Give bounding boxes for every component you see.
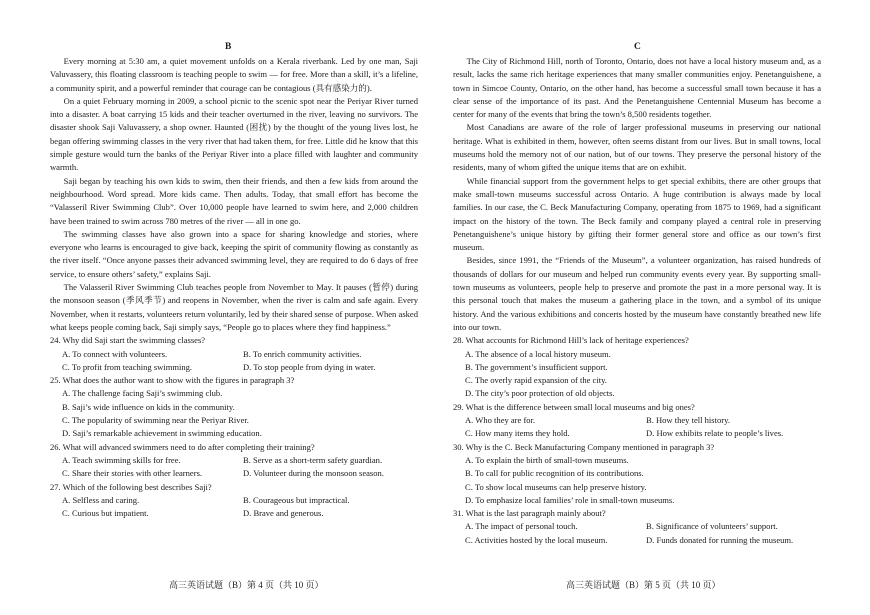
option-d[interactable]: D. To emphasize local families’ role in small-town museums. — [465, 494, 675, 505]
section-heading-b: B — [225, 42, 232, 52]
passage-paragraph: Most Canadians are aware of the role of larger professional museums in preserving our national heritage. What is exhibited in them, however, often seems distant from our lives. But in small towns, local museums hold the memory not of our nation, but of our towns. They preserve the personal history of the residents, many of whom gifted the unique items that are on exhibit. — [453, 122, 821, 173]
passage-paragraph: Besides, since 1991, the “Friends of the Museum”, a volunteer organization, has raised hundreds of thousands of dollars for our museum and helped run community events every year. By supporting small-town museums as volunteers, people help to preserve and promote the past in a more personal way. It is this personal touch that makes the museum a gathering place in the town, and a symbol of its unique history. And the various exhibitions and concerts hosted by the museum have constantly breathed new life into our town. — [453, 255, 821, 332]
question-stem: 24. Why did Saji start the swimming classes? — [50, 335, 206, 346]
option-b[interactable]: B. To call for public recognition of its contributions. — [465, 468, 644, 479]
option-b[interactable]: B. How they tell history. — [646, 415, 730, 426]
option-c[interactable]: C. How many items they hold. — [465, 428, 570, 439]
option-b[interactable]: B. Significance of volunteers’ support. — [646, 521, 778, 532]
option-a[interactable]: A. To explain the birth of small-town museums. — [465, 454, 629, 465]
option-c[interactable]: C. The overly rapid expansion of the city. — [465, 375, 607, 386]
option-b[interactable]: B. Courageous but impractical. — [243, 494, 350, 505]
option-d[interactable]: D. How exhibits relate to people’s lives. — [646, 428, 784, 439]
option-d[interactable]: D. Saji’s remarkable achievement in swimming education. — [62, 428, 262, 439]
option-d[interactable]: D. Brave and generous. — [243, 508, 324, 519]
passage-paragraph: The Valasseril River Swimming Club teaches people from November to May. It pauses (暂停) during the monsoon season (季风季节) and reopens in November, when the river is calm and safe again. Every November, when it restarts, volunteers return voluntarily, led by their shared sense of purpose. When asked what keeps people coming back, Saji simply says, “People go to places where they find happiness.” — [50, 282, 418, 332]
option-b[interactable]: B. Saji’s wide influence on kids in the community. — [62, 401, 235, 412]
passage-paragraph: While financial support from the government helps to get special exhibits, there are other groups that make small-town museums successful across Ontario. A huge contribution is always made by local families. In our case, the C. Beck Manufacturing Company, operating from 1875 to 1969, had a significant impact on the history of the town. The Beck family and company played a central role in preserving Penetanguishene’s unique history by gifting their former general store and office as our town’s first museum. — [453, 175, 821, 253]
option-d[interactable]: D. The city’s poor protection of old objects. — [465, 388, 615, 399]
option-a[interactable]: A. The challenge facing Saji’s swimming club. — [62, 388, 223, 399]
option-d[interactable]: D. Volunteer during the monsoon season. — [243, 468, 384, 479]
question-24 — [50, 334, 418, 374]
question-stem: 27. Which of the following best describes Saji? — [50, 481, 212, 492]
passage-paragraph: The swimming classes have also grown into a space for sharing knowledge and stories, where everyone who learns is encouraged to give back, keeping the spirit of community flowing as constantly as the river itself. “Once anyone passes their advanced swimming level, they are required to do 6 days of free service, to ensure others’ safety,” explains Saji. — [50, 228, 418, 279]
option-c[interactable]: C. Activities hosted by the local museum. — [465, 534, 608, 545]
option-c[interactable]: C. Curious but impatient. — [62, 508, 149, 519]
page-footer-right: 高三英语试题（B）第 5 页（共 10 页） — [566, 580, 721, 590]
option-a[interactable]: A. Selfless and caring. — [62, 494, 140, 505]
option-d[interactable]: D. Funds donated for running the museum. — [646, 534, 794, 545]
option-c[interactable]: C. The popularity of swimming near the Periyar River. — [62, 415, 249, 426]
question-stem: 28. What accounts for Richmond Hill’s lack of heritage experiences? — [453, 335, 689, 346]
question-28 — [453, 334, 821, 400]
right-column — [453, 42, 821, 547]
option-b[interactable]: B. The government’s insufficient support. — [465, 361, 608, 372]
option-a[interactable]: A. The absence of a local history museum. — [465, 348, 611, 359]
question-stem: 29. What is the difference between small local museums and big ones? — [453, 401, 695, 412]
option-a[interactable]: A. Who they are for. — [465, 415, 536, 426]
option-c[interactable]: C. Share their stories with other learners. — [62, 468, 203, 479]
option-b[interactable]: B. To enrich community activities. — [243, 348, 362, 359]
option-c[interactable]: C. To show local museums can help preserve history. — [465, 481, 647, 492]
passage-paragraph: Every morning at 5:30 am, a quiet movement unfolds on a Kerala riverbank. Led by one man, Saji Valuvassery, this floating classroom is teaching people to swim — for free. More than a skill, it’s a lifeline, a community spirit, and a powerful reminder that courage can be contagious (具有感染力的). — [50, 56, 418, 93]
question-25 — [50, 374, 418, 440]
option-b[interactable]: B. Serve as a short-term safety guardian. — [243, 454, 383, 465]
question-26 — [50, 441, 418, 481]
section-heading-c: C — [634, 42, 641, 52]
page-footer-left: 高三英语试题（B）第 4 页（共 10 页） — [169, 580, 324, 590]
question-stem: 30. Why is the C. Beck Manufacturing Company mentioned in paragraph 3? — [453, 441, 715, 452]
question-27 — [50, 481, 418, 521]
option-d[interactable]: D. To stop people from dying in water. — [243, 361, 376, 372]
question-30 — [453, 441, 821, 507]
question-31 — [453, 507, 821, 547]
question-stem: 26. What will advanced swimmers need to do after completing their training? — [50, 441, 315, 452]
left-column — [50, 42, 418, 520]
question-stem: 31. What is the last paragraph mainly about? — [453, 508, 606, 519]
option-c[interactable]: C. To profit from teaching swimming. — [62, 361, 193, 372]
passage-paragraph: The City of Richmond Hill, north of Toronto, Ontario, does not have a local history museum and, as a result, lacks the same rich heritage experiences that many smaller communities enjoy. Penetanguishene, a town in Simcoe County, Ontario, on the other hand, has become a successful small town because it has a clear sense of the importance of its past. And the Penetanguishene Centennial Museum has become a center for many of the events that bring the town’s 8,500 residents together. — [453, 56, 821, 120]
passage-paragraph: Saji began by teaching his own kids to swim, then their friends, and then a few kids from around the neighbourhood. Word spread. More kids came. Then adults. Today, that small effort has become the “Valasseril River Swimming Club”. Over 10,000 people have learned to swim here, and 2,000 children have been trained to swim across 780 metres of the river — all in one go. — [50, 175, 418, 226]
question-stem: 25. What does the author want to show with the figures in paragraph 3? — [50, 375, 295, 386]
passage-paragraph: On a quiet February morning in 2009, a school picnic to the scenic spot near the Periyar River turned into a disaster. A boat carrying 15 kids and their teacher overturned in the river, leaving no survivors. The disaster shook Saji Valuvassery, a shop owner. Haunted (困扰) by the thought of the young lives lost, he began offering swimming classes in the very river that had taken them, for free. Little did he know that this simple gesture would turn the banks of the Periyar River into a place filled with laughter and community warmth. — [50, 95, 418, 173]
option-a[interactable]: A. The impact of personal touch. — [465, 521, 578, 532]
option-a[interactable]: A. Teach swimming skills for free. — [62, 454, 181, 465]
question-29 — [453, 401, 821, 441]
option-a[interactable]: A. To connect with volunteers. — [62, 348, 168, 359]
